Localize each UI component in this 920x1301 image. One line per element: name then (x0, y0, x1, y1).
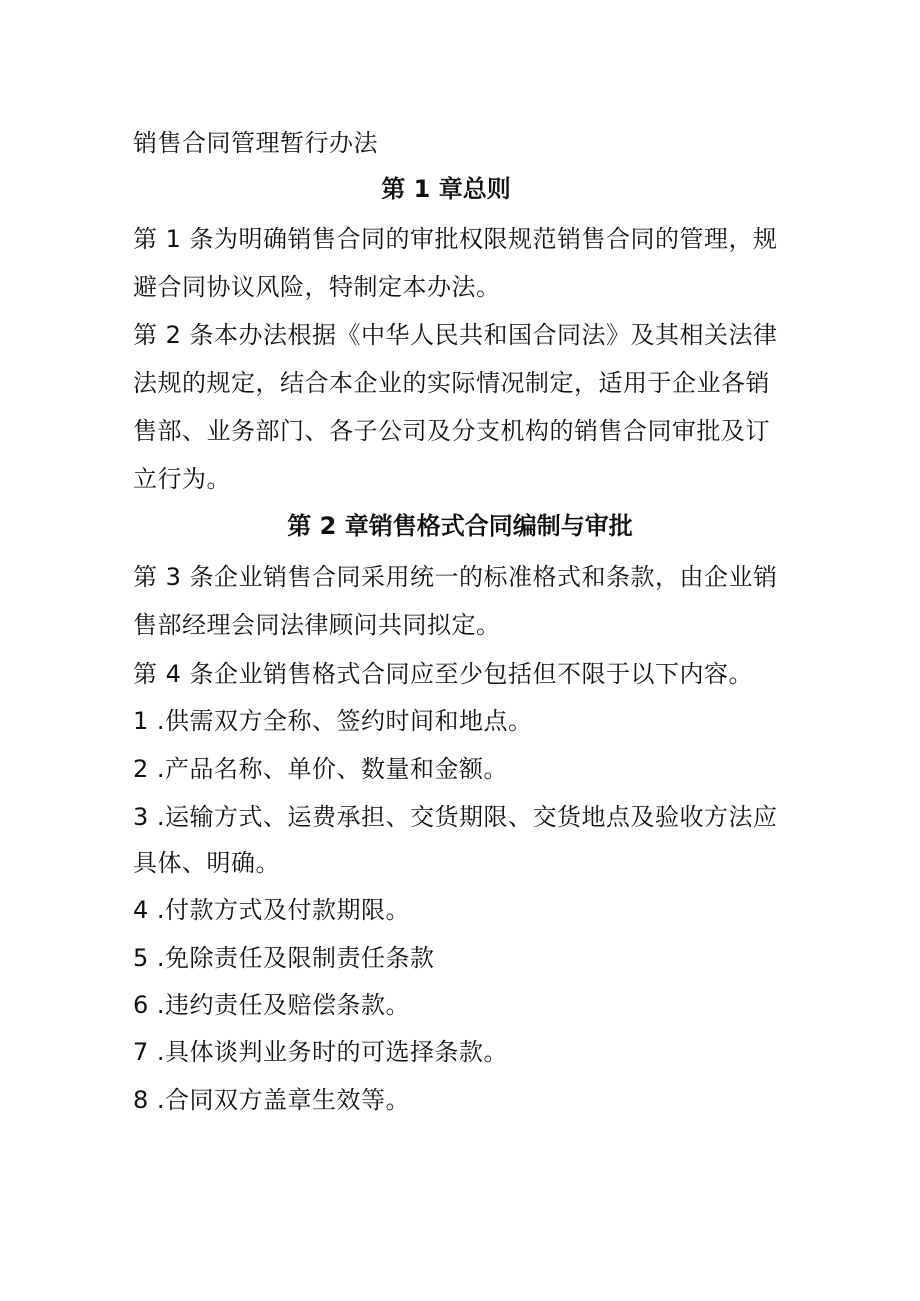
article-2-line-1: 第 2 条本办法根据《中华人民共和国合同法》及其相关法律 (133, 321, 778, 349)
article-3-line-1: 第 3 条企业销售合同采用统一的标准格式和条款，由企业销 (133, 563, 778, 591)
list-item-8: 8 .合同双方盖章生效等。 (133, 1086, 411, 1114)
list-item-3-line-1: 3 .运输方式、运费承担、交货期限、交货地点及验收方法应 (133, 803, 778, 831)
article-2-line-4: 立行为。 (133, 465, 231, 493)
article-1-line-2: 避合同协议风险，特制定本办法。 (133, 273, 501, 301)
article-3-line-2: 售部经理会同法律顾问共同拟定。 (133, 611, 501, 639)
list-item-1: 1 .供需双方全称、签约时间和地点。 (133, 707, 533, 735)
document-title: 销售合同管理暂行办法 (133, 129, 378, 157)
list-item-4: 4 .付款方式及付款期限。 (133, 896, 411, 924)
article-2-line-2: 法规的规定，结合本企业的实际情况制定，适用于企业各销 (133, 369, 770, 397)
article-4: 第 4 条企业销售格式合同应至少包括但不限于以下内容。 (133, 660, 754, 688)
list-item-3-line-2: 具体、明确。 (133, 849, 280, 877)
list-item-6: 6 .违约责任及赔偿条款。 (133, 991, 411, 1019)
article-1-line-1: 第 1 条为明确销售合同的审批权限规范销售合同的管理，规 (133, 225, 778, 253)
list-item-5: 5 .免除责任及限制责任条款 (133, 944, 435, 972)
chapter-1-heading: 第 1 章总则 (381, 175, 511, 203)
chapter-2-heading: 第 2 章销售格式合同编制与审批 (287, 512, 633, 540)
list-item-7: 7 .具体谈判业务时的可选择条款。 (133, 1038, 509, 1066)
list-item-2: 2 .产品名称、单价、数量和金额。 (133, 755, 509, 783)
article-2-line-3: 售部、业务部门、各子公司及分支机构的销售合同审批及订 (133, 417, 770, 445)
